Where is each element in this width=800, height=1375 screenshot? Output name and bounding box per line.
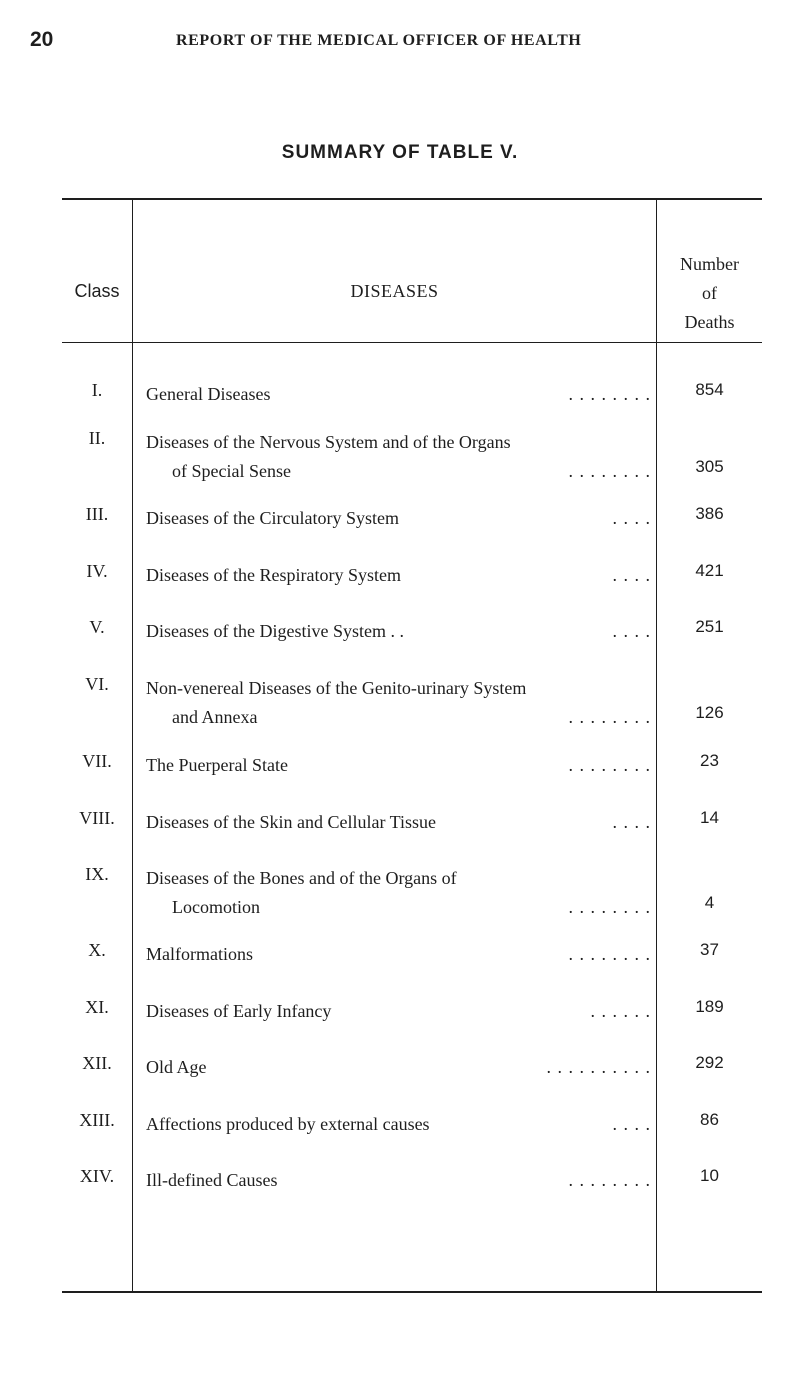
disease-cell <box>146 504 651 533</box>
disease-cell <box>146 617 651 646</box>
class-cell: IX. <box>85 864 109 884</box>
class-cell: V. <box>89 617 105 637</box>
disease-name: Old Age <box>146 1057 207 1077</box>
disease-name: Ill-defined Causes <box>146 1170 278 1190</box>
dot-leaders: . . . . . . . . <box>568 384 651 404</box>
dot-leaders: . . . . <box>612 812 651 832</box>
class-cell: I. <box>91 380 103 400</box>
deaths-header-line: of <box>702 283 717 303</box>
page-header <box>30 28 770 58</box>
disease-name: Non-venereal Diseases of the Genito-urinary System <box>146 678 527 698</box>
disease-name: Affections produced by external causes <box>146 1114 430 1134</box>
disease-name-continued: Locomotion <box>172 897 260 917</box>
disease-cell <box>146 380 651 409</box>
deaths-cell: 251 <box>695 617 724 636</box>
column-header-diseases: DISEASES <box>350 281 439 301</box>
class-cell: IV. <box>86 561 108 581</box>
disease-cell <box>146 940 651 969</box>
dot-leaders: . . . . <box>612 621 651 641</box>
class-cell: II. <box>88 428 106 448</box>
class-cell: XIII. <box>79 1110 115 1130</box>
dot-leaders: . . . . . . . . <box>568 1170 651 1190</box>
dot-leaders: . . . . . . . . . . <box>546 1057 651 1077</box>
dot-leaders: . . . . <box>612 508 651 528</box>
column-divider-class <box>132 200 133 1291</box>
disease-name-continued: of Special Sense <box>172 461 291 481</box>
deaths-cell: 37 <box>700 940 719 959</box>
disease-name: Malformations <box>146 944 253 964</box>
deaths-cell: 854 <box>695 380 724 399</box>
disease-cell <box>146 1110 651 1139</box>
disease-name: Diseases of the Respiratory System <box>146 565 401 585</box>
dot-leaders: . . . . . . . . <box>568 897 651 917</box>
class-cell: III. <box>85 504 109 524</box>
disease-cell <box>146 751 651 780</box>
table-header-rule <box>62 342 762 343</box>
disease-cell <box>146 808 651 837</box>
deaths-cell: 23 <box>700 751 719 770</box>
deaths-header-line: Deaths <box>684 312 735 332</box>
page-number: 20 <box>30 28 54 51</box>
deaths-header-line: Number <box>680 254 739 274</box>
dot-leaders: . . . . . . . . <box>568 944 651 964</box>
class-cell: XII. <box>82 1053 112 1073</box>
deaths-cell: 421 <box>695 561 724 580</box>
deaths-cell: 126 <box>695 703 724 722</box>
disease-name: The Puerperal State <box>146 755 288 775</box>
table-top-rule <box>62 198 762 200</box>
disease-cell <box>146 1053 651 1082</box>
column-header-class: Class <box>74 281 120 301</box>
deaths-cell: 189 <box>695 997 724 1016</box>
deaths-cell: 10 <box>700 1166 719 1185</box>
class-cell: VI. <box>85 674 109 694</box>
class-cell: XI. <box>85 997 109 1017</box>
deaths-cell: 292 <box>695 1053 724 1072</box>
class-cell: VIII. <box>79 808 115 828</box>
disease-cell <box>146 561 651 590</box>
disease-name-continued: and Annexa <box>172 707 258 727</box>
disease-cell <box>146 1166 651 1195</box>
deaths-cell: 305 <box>695 457 724 476</box>
class-cell: X. <box>88 940 106 960</box>
deaths-cell: 14 <box>700 808 719 827</box>
disease-name: Diseases of the Skin and Cellular Tissue <box>146 812 436 832</box>
deaths-cell: 86 <box>700 1110 719 1129</box>
dot-leaders: . . . . . . . . <box>568 707 651 727</box>
table-title: SUMMARY OF TABLE V. <box>281 142 519 163</box>
dot-leaders: . . . . . . . . <box>568 755 651 775</box>
disease-name: Diseases of Early Infancy <box>146 1001 332 1021</box>
disease-name: General Diseases <box>146 384 271 404</box>
deaths-cell: 4 <box>704 893 715 912</box>
dot-leaders: . . . . . . <box>590 1001 651 1021</box>
disease-cell <box>146 674 651 732</box>
class-cell: XIV. <box>79 1166 115 1186</box>
running-head: REPORT OF THE MEDICAL OFFICER OF HEALTH <box>176 32 582 49</box>
disease-name: Diseases of the Nervous System and of the Organs <box>146 432 511 452</box>
dot-leaders: . . . . <box>612 1114 651 1134</box>
disease-cell <box>146 428 651 486</box>
disease-cell <box>146 997 651 1026</box>
disease-name: Diseases of the Circulatory System <box>146 508 399 528</box>
class-cell: VII. <box>82 751 112 771</box>
dot-leaders: . . . . . . . . <box>568 461 651 481</box>
table-bottom-rule <box>62 1291 762 1293</box>
dot-leaders: . . . . <box>612 565 651 585</box>
disease-name: Diseases of the Bones and of the Organs of <box>146 868 457 888</box>
column-header-deaths <box>657 250 762 337</box>
disease-cell <box>146 864 651 922</box>
deaths-cell: 386 <box>695 504 724 523</box>
disease-name: Diseases of the Digestive System . . <box>146 621 404 641</box>
